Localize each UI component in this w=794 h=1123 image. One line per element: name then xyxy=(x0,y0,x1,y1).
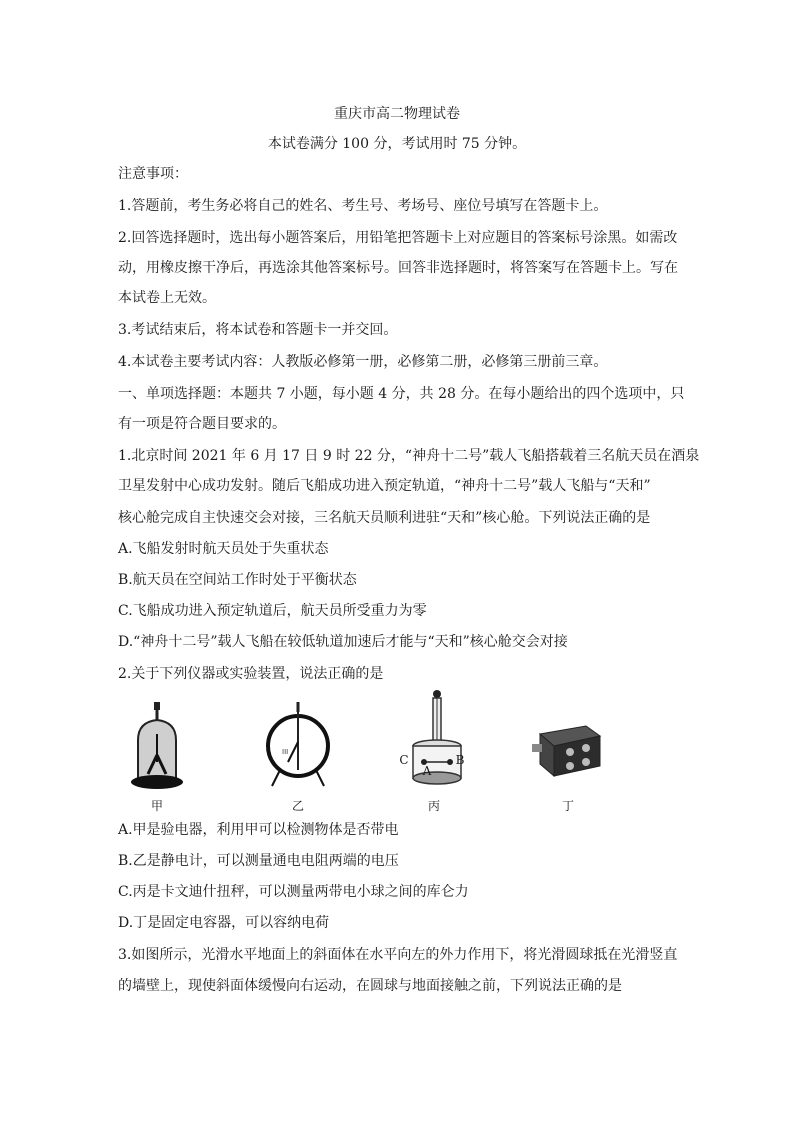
question-3-stem: 3.如图所示，光滑水平地面上的斜面体在水平向左的外力作用下，将光滑圆球抵在光滑竖直 xyxy=(118,947,678,963)
question-3-stem: 的墙壁上，现使斜面体缓慢向右运动，在圆球与地面接触之前，下列说法正确的是 xyxy=(118,978,622,994)
notice-item: 本试卷上无效。 xyxy=(118,290,216,306)
notice-item: 动，用橡皮擦干净后，再选涂其他答案标号。回答非选择题时，将答案写在答题卡上。写在 xyxy=(118,260,678,276)
question-2-option-a: A.甲是验电器，利用甲可以检测物体是否带电 xyxy=(118,822,399,838)
section-heading: 一、单项选择题：本题共 7 小题，每小题 4 分，共 28 分。在每小题给出的四个选项中，只 xyxy=(118,386,685,402)
notice-item: 1.答题前，考生务必将自己的姓名、考生号、考场号、座位号填写在答题卡上。 xyxy=(118,198,608,214)
figure-letter-a: A xyxy=(422,764,432,778)
exam-subtitle: 本试卷满分 100 分，考试用时 75 分钟。 xyxy=(267,136,527,152)
notice-item: 4.本试卷主要考试内容：人教版必修第一册，必修第二册，必修第三册前三章。 xyxy=(118,354,608,370)
question-1-stem: 1.北京时间 2021 年 6 月 17 日 9 时 22 分，“神舟十二号”载人飞船搭载着三名航天员在酒泉 xyxy=(118,448,700,464)
notice-heading: 注意事项： xyxy=(118,166,188,182)
figure-label-ding: 丁 xyxy=(561,799,574,813)
notice-item: 3.考试结束后，将本试卷和答题卡一并交回。 xyxy=(118,322,398,338)
electroscope-figure xyxy=(128,700,186,792)
svg-text:III: III xyxy=(282,748,289,756)
exam-title: 重庆市高二物理试卷 xyxy=(334,106,460,122)
question-1-option-c: C.飞船成功进入预定轨道后，航天员所受重力为零 xyxy=(118,603,427,619)
question-2-option-b: B.乙是静电计，可以测量通电电阻两端的电压 xyxy=(118,853,399,869)
figure-label-yi: 乙 xyxy=(291,799,304,813)
section-heading: 有一项是符合题目要求的。 xyxy=(118,416,286,432)
question-2-option-c: C.丙是卡文迪什扭秤，可以测量两带电小球之间的库仑力 xyxy=(118,884,469,900)
question-1-stem: 卫星发射中心成功发射。随后飞船成功进入预定轨道，“神舟十二号”载人飞船与“天和” xyxy=(118,478,651,494)
question-1-option-a: A.飞船发射时航天员处于失重状态 xyxy=(118,541,329,557)
question-2-option-d: D.丁是固定电容器，可以容纳电荷 xyxy=(118,915,330,931)
figure-letter-b: B xyxy=(455,753,465,767)
notice-item: 2.回答选择题时，选出每小题答案后，用铅笔把答题卡上对应题目的答案标号涂黑。如需改 xyxy=(118,230,678,246)
question-1-option-d: D.“神舟十二号”载人飞船在较低轨道加速后才能与“天和”核心舱交会对接 xyxy=(118,634,568,650)
electrometer-figure xyxy=(266,700,330,788)
figure-letter-c: C xyxy=(399,753,409,767)
question-2-stem: 2.关于下列仪器或实验装置，说法正确的是 xyxy=(118,666,384,682)
question-1-option-b: B.航天员在空间站工作时处于平衡状态 xyxy=(118,572,357,588)
question-1-stem: 核心舱完成自主快速交会对接，三名航天员顺利进驻“天和”核心舱。下列说法正确的是 xyxy=(118,510,651,526)
figure-label-jia: 甲 xyxy=(150,799,163,813)
capacitor-figure xyxy=(530,718,608,780)
torsion-balance-figure xyxy=(404,688,470,792)
figure-label-bing: 丙 xyxy=(427,799,440,813)
